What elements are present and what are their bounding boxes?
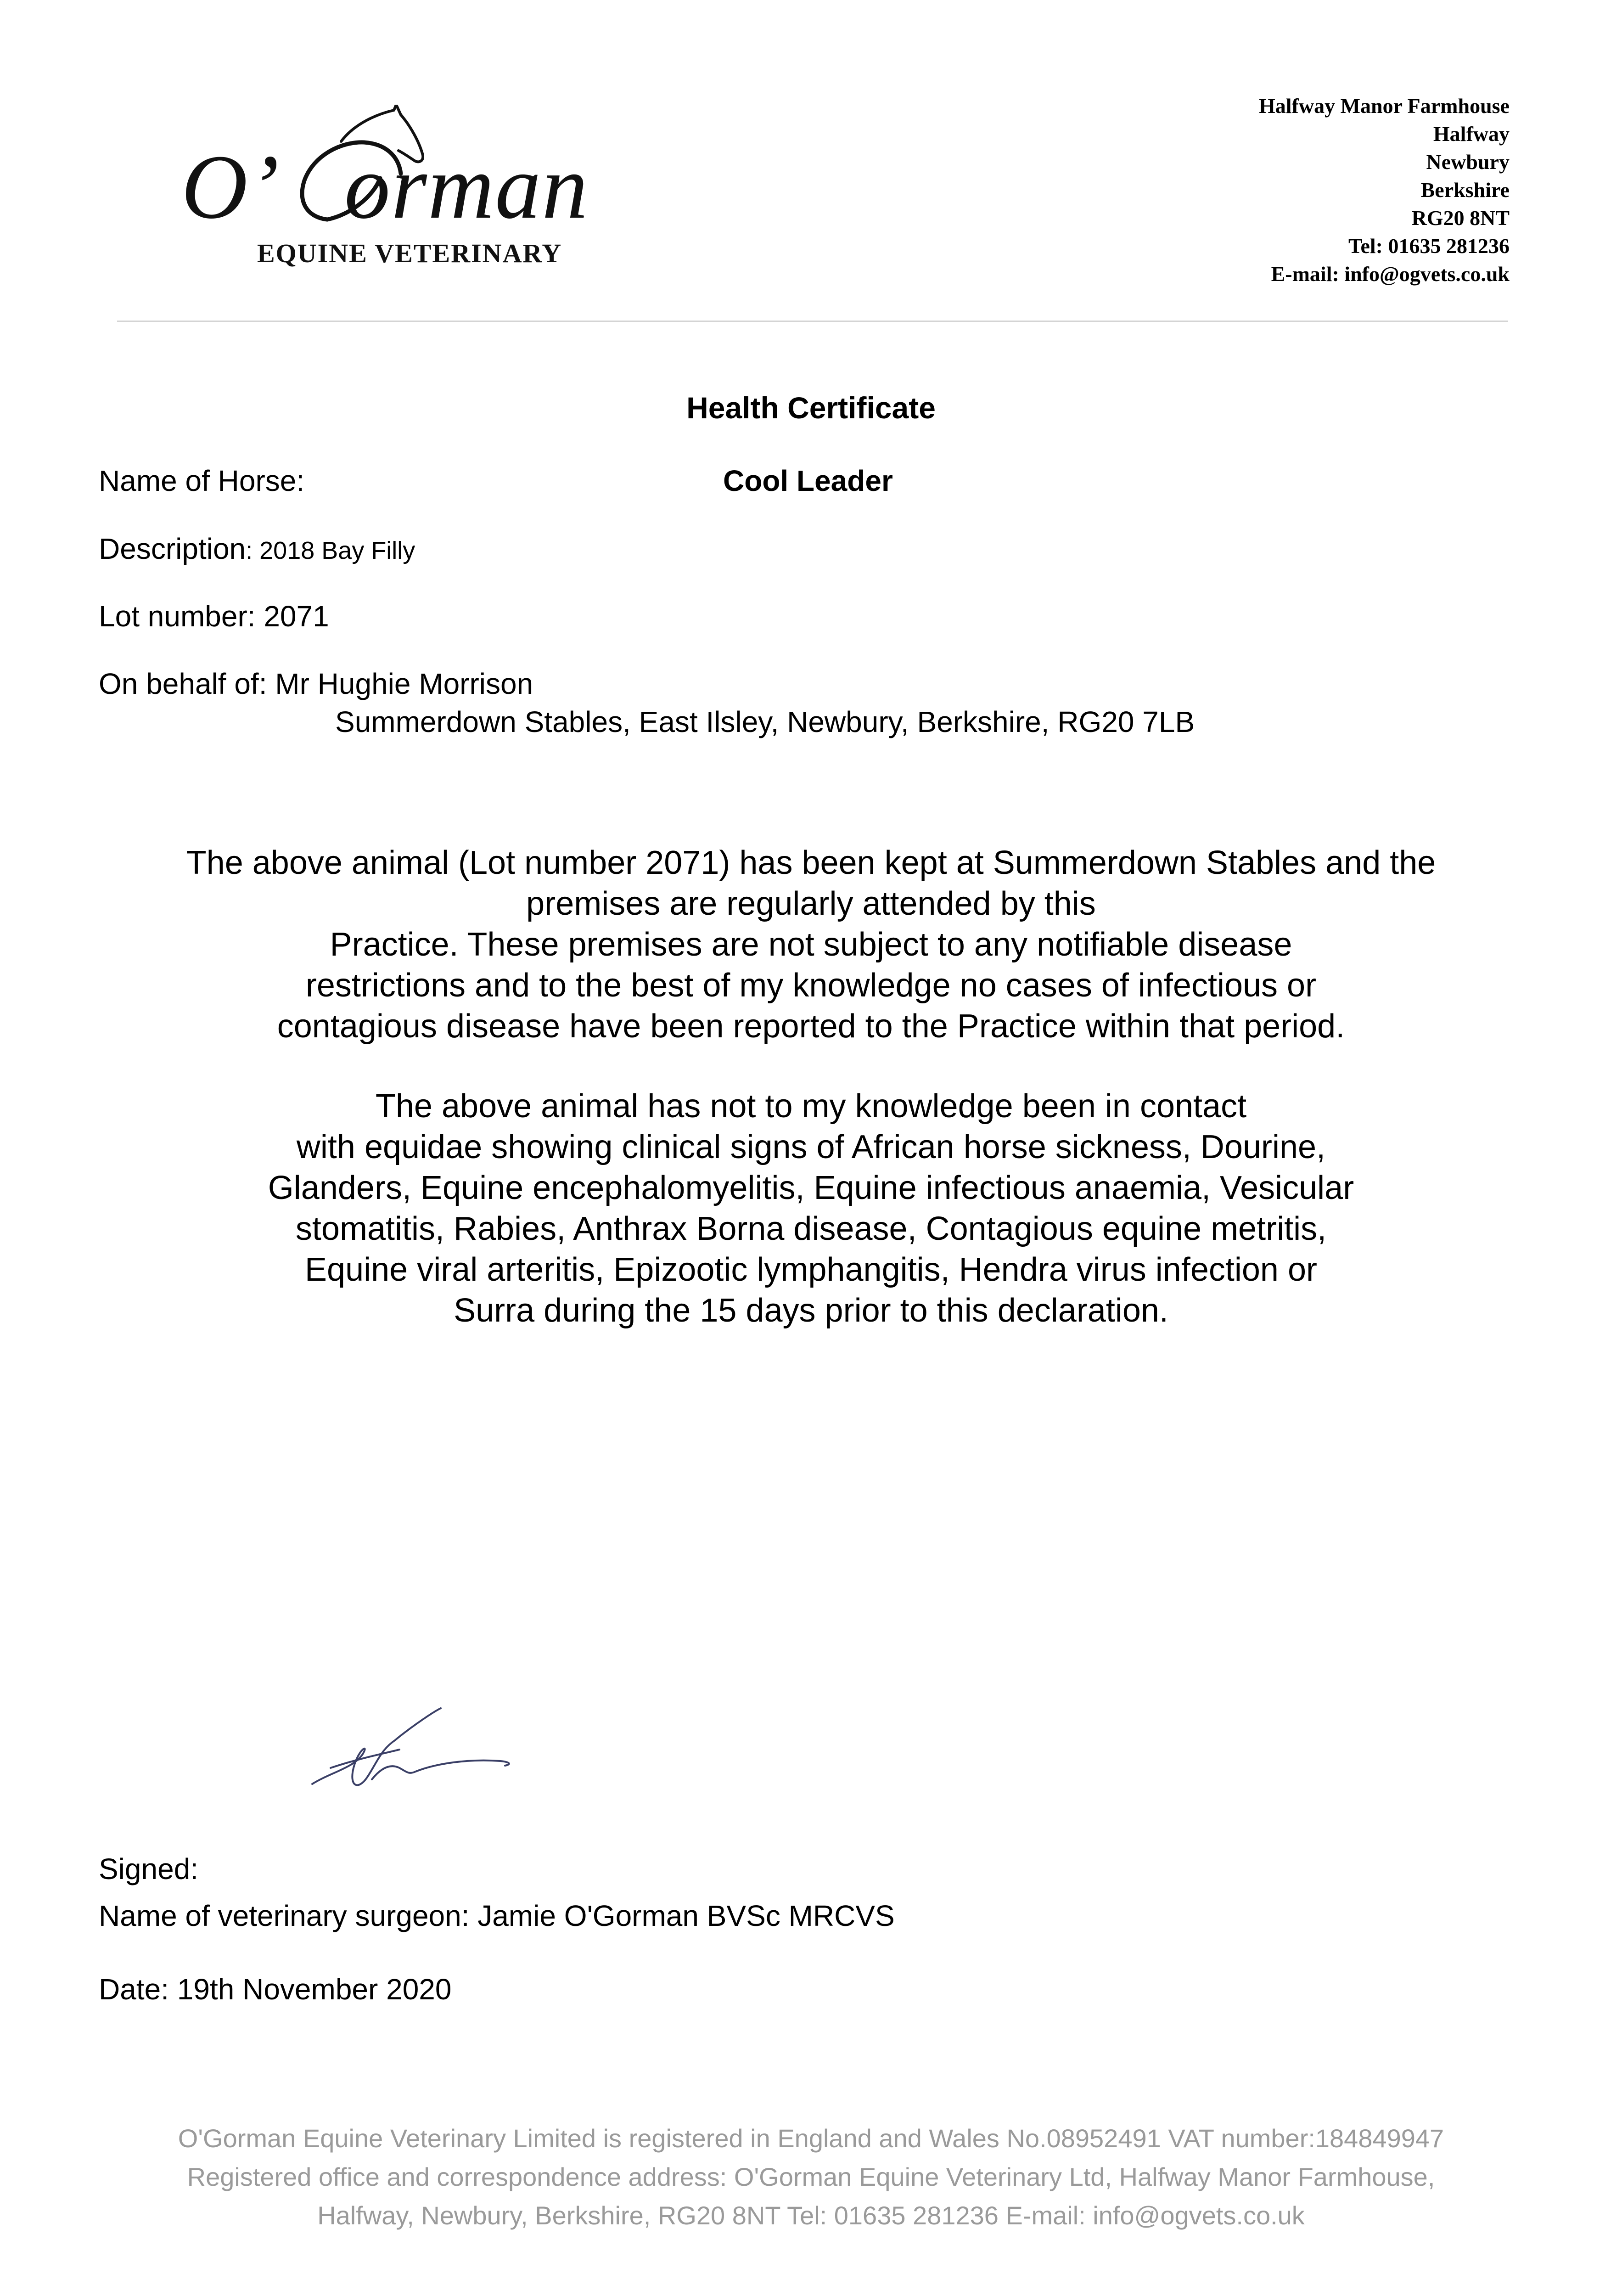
practice-address <box>1259 92 1510 288</box>
logo-subtitle: EQUINE VETERINARY <box>257 238 562 268</box>
lot-number: Lot number: 2071 <box>99 600 329 633</box>
description-field <box>99 532 415 566</box>
address-email: E-mail: info@ogvets.co.uk <box>1271 262 1510 286</box>
declaration-paragraph-2 <box>0 1086 1622 1331</box>
logo-wordmark: O’ orman <box>181 136 589 238</box>
paragraph-line: Surra during the 15 days prior to this declaration. <box>454 1292 1168 1329</box>
horse-name-value: Cool Leader <box>723 464 893 497</box>
paragraph-line: Practice. These premises are not subject to any notifiable disease <box>330 926 1292 963</box>
paragraph-line: The above animal (Lot number 2071) has been kept at Summerdown Stables and the <box>186 844 1436 881</box>
address-line: Newbury <box>1426 150 1510 174</box>
footer-line: Halfway, Newbury, Berkshire, RG20 8NT Tel: 01635 281236 E-mail: info@ogvets.co.uk <box>317 2201 1305 2230</box>
description-value: : 2018 Bay Filly <box>246 537 415 564</box>
company-registration-footer <box>0 2119 1622 2235</box>
address-line: RG20 8NT <box>1411 206 1510 230</box>
signature-image <box>303 1699 523 1800</box>
address-line: Halfway <box>1433 122 1510 146</box>
horse-name-label: Name of Horse: <box>99 464 305 497</box>
paragraph-line: The above animal has not to my knowledge been in contact <box>375 1088 1247 1125</box>
certificate-title: Health Certificate <box>686 391 936 425</box>
footer-line: Registered office and correspondence address: O'Gorman Equine Veterinary Ltd, Halfway Manor Farmhouse, <box>187 2162 1435 2191</box>
certificate-date: Date: 19th November 2020 <box>99 1973 452 2006</box>
description-label: Description <box>99 532 246 565</box>
paragraph-line: restrictions and to the best of my knowledge no cases of infectious or <box>305 967 1317 1004</box>
company-logo <box>181 105 617 270</box>
paragraph-line: stomatitis, Rabies, Anthrax Borna disease, Contagious equine metritis, <box>295 1210 1327 1247</box>
address-phone: Tel: 01635 281236 <box>1348 234 1510 258</box>
header-divider <box>117 321 1508 322</box>
on-behalf-of: On behalf of: Mr Hughie Morrison <box>99 667 533 700</box>
paragraph-line: contagious disease have been reported to the Practice within that period. <box>277 1008 1345 1045</box>
footer-line: O'Gorman Equine Veterinary Limited is registered in England and Wales No.08952491 VAT number:184849947 <box>178 2124 1444 2153</box>
stable-address: Summerdown Stables, East Ilsley, Newbury, Berkshire, RG20 7LB <box>335 705 1195 738</box>
veterinary-surgeon: Name of veterinary surgeon: Jamie O'Gorman BVSc MRCVS <box>99 1899 895 1932</box>
paragraph-line: with equidae showing clinical signs of African horse sickness, Dourine, <box>296 1129 1326 1165</box>
paragraph-line: premises are regularly attended by this <box>526 885 1096 922</box>
address-line: Berkshire <box>1420 178 1510 202</box>
address-line: Halfway Manor Farmhouse <box>1258 94 1510 118</box>
paragraph-line: Equine viral arteritis, Epizootic lymphangitis, Hendra virus infection or <box>305 1251 1317 1288</box>
declaration-paragraph-1 <box>0 843 1622 1047</box>
signed-label: Signed: <box>99 1852 199 1885</box>
paragraph-line: Glanders, Equine encephalomyelitis, Equine infectious anaemia, Vesicular <box>268 1170 1354 1206</box>
